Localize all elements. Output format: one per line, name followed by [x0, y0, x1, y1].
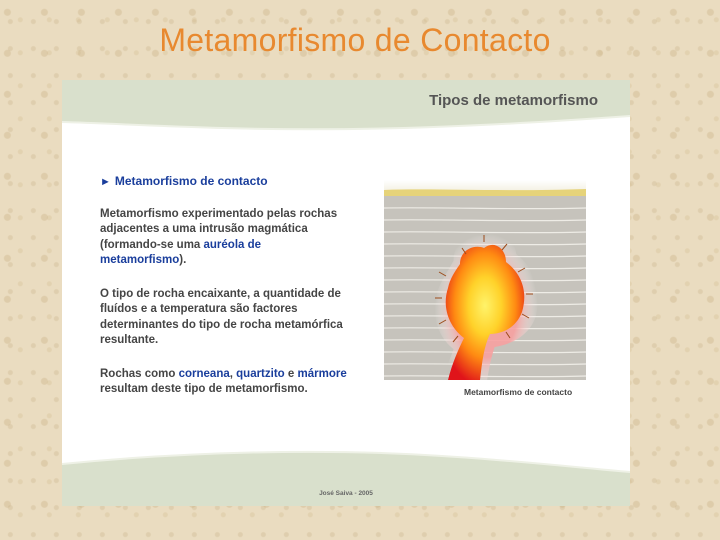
bullet-arrow-icon: ► [100, 176, 111, 188]
figure-caption: Metamorfismo de contacto [464, 387, 573, 397]
footer-credit: José Saiva - 2005 [319, 490, 373, 497]
slide-title: Metamorfismo de Contacto [159, 22, 551, 58]
paragraph-text: , [229, 368, 237, 380]
section-heading [100, 174, 268, 188]
paragraph-factors: O tipo de rocha encaixante, a quantidade de fluídos e a temperatura são factores determinantes do tipo de rocha metamórfica resultante. [100, 288, 343, 347]
paragraph-definition [100, 207, 350, 269]
paragraph-text: Metamorfismo experimentado pelas rochas adjacentes a uma intrusão magmática (formando-se uma [100, 208, 338, 251]
footer-wave [62, 446, 630, 506]
slide-header: Tipos de metamorfismo [429, 92, 598, 109]
paragraph-text: Rochas como [100, 368, 179, 380]
highlight-term: corneana [178, 368, 230, 380]
highlight-term: mármore [297, 368, 347, 380]
slide-image [62, 80, 630, 506]
highlight-term: quartzito [236, 368, 285, 380]
paragraph-text: resultam deste tipo de metamorfismo. [100, 383, 308, 396]
paragraph-rocks [100, 367, 350, 398]
contact-metamorphism-figure [384, 180, 586, 380]
section-heading-text: Metamorfismo de contacto [114, 174, 268, 188]
paragraph-text: ). [179, 254, 187, 267]
paragraph-text: e [284, 368, 298, 380]
header-wave [62, 80, 630, 140]
highlight-term: auréola de metamorfismo [100, 238, 262, 267]
